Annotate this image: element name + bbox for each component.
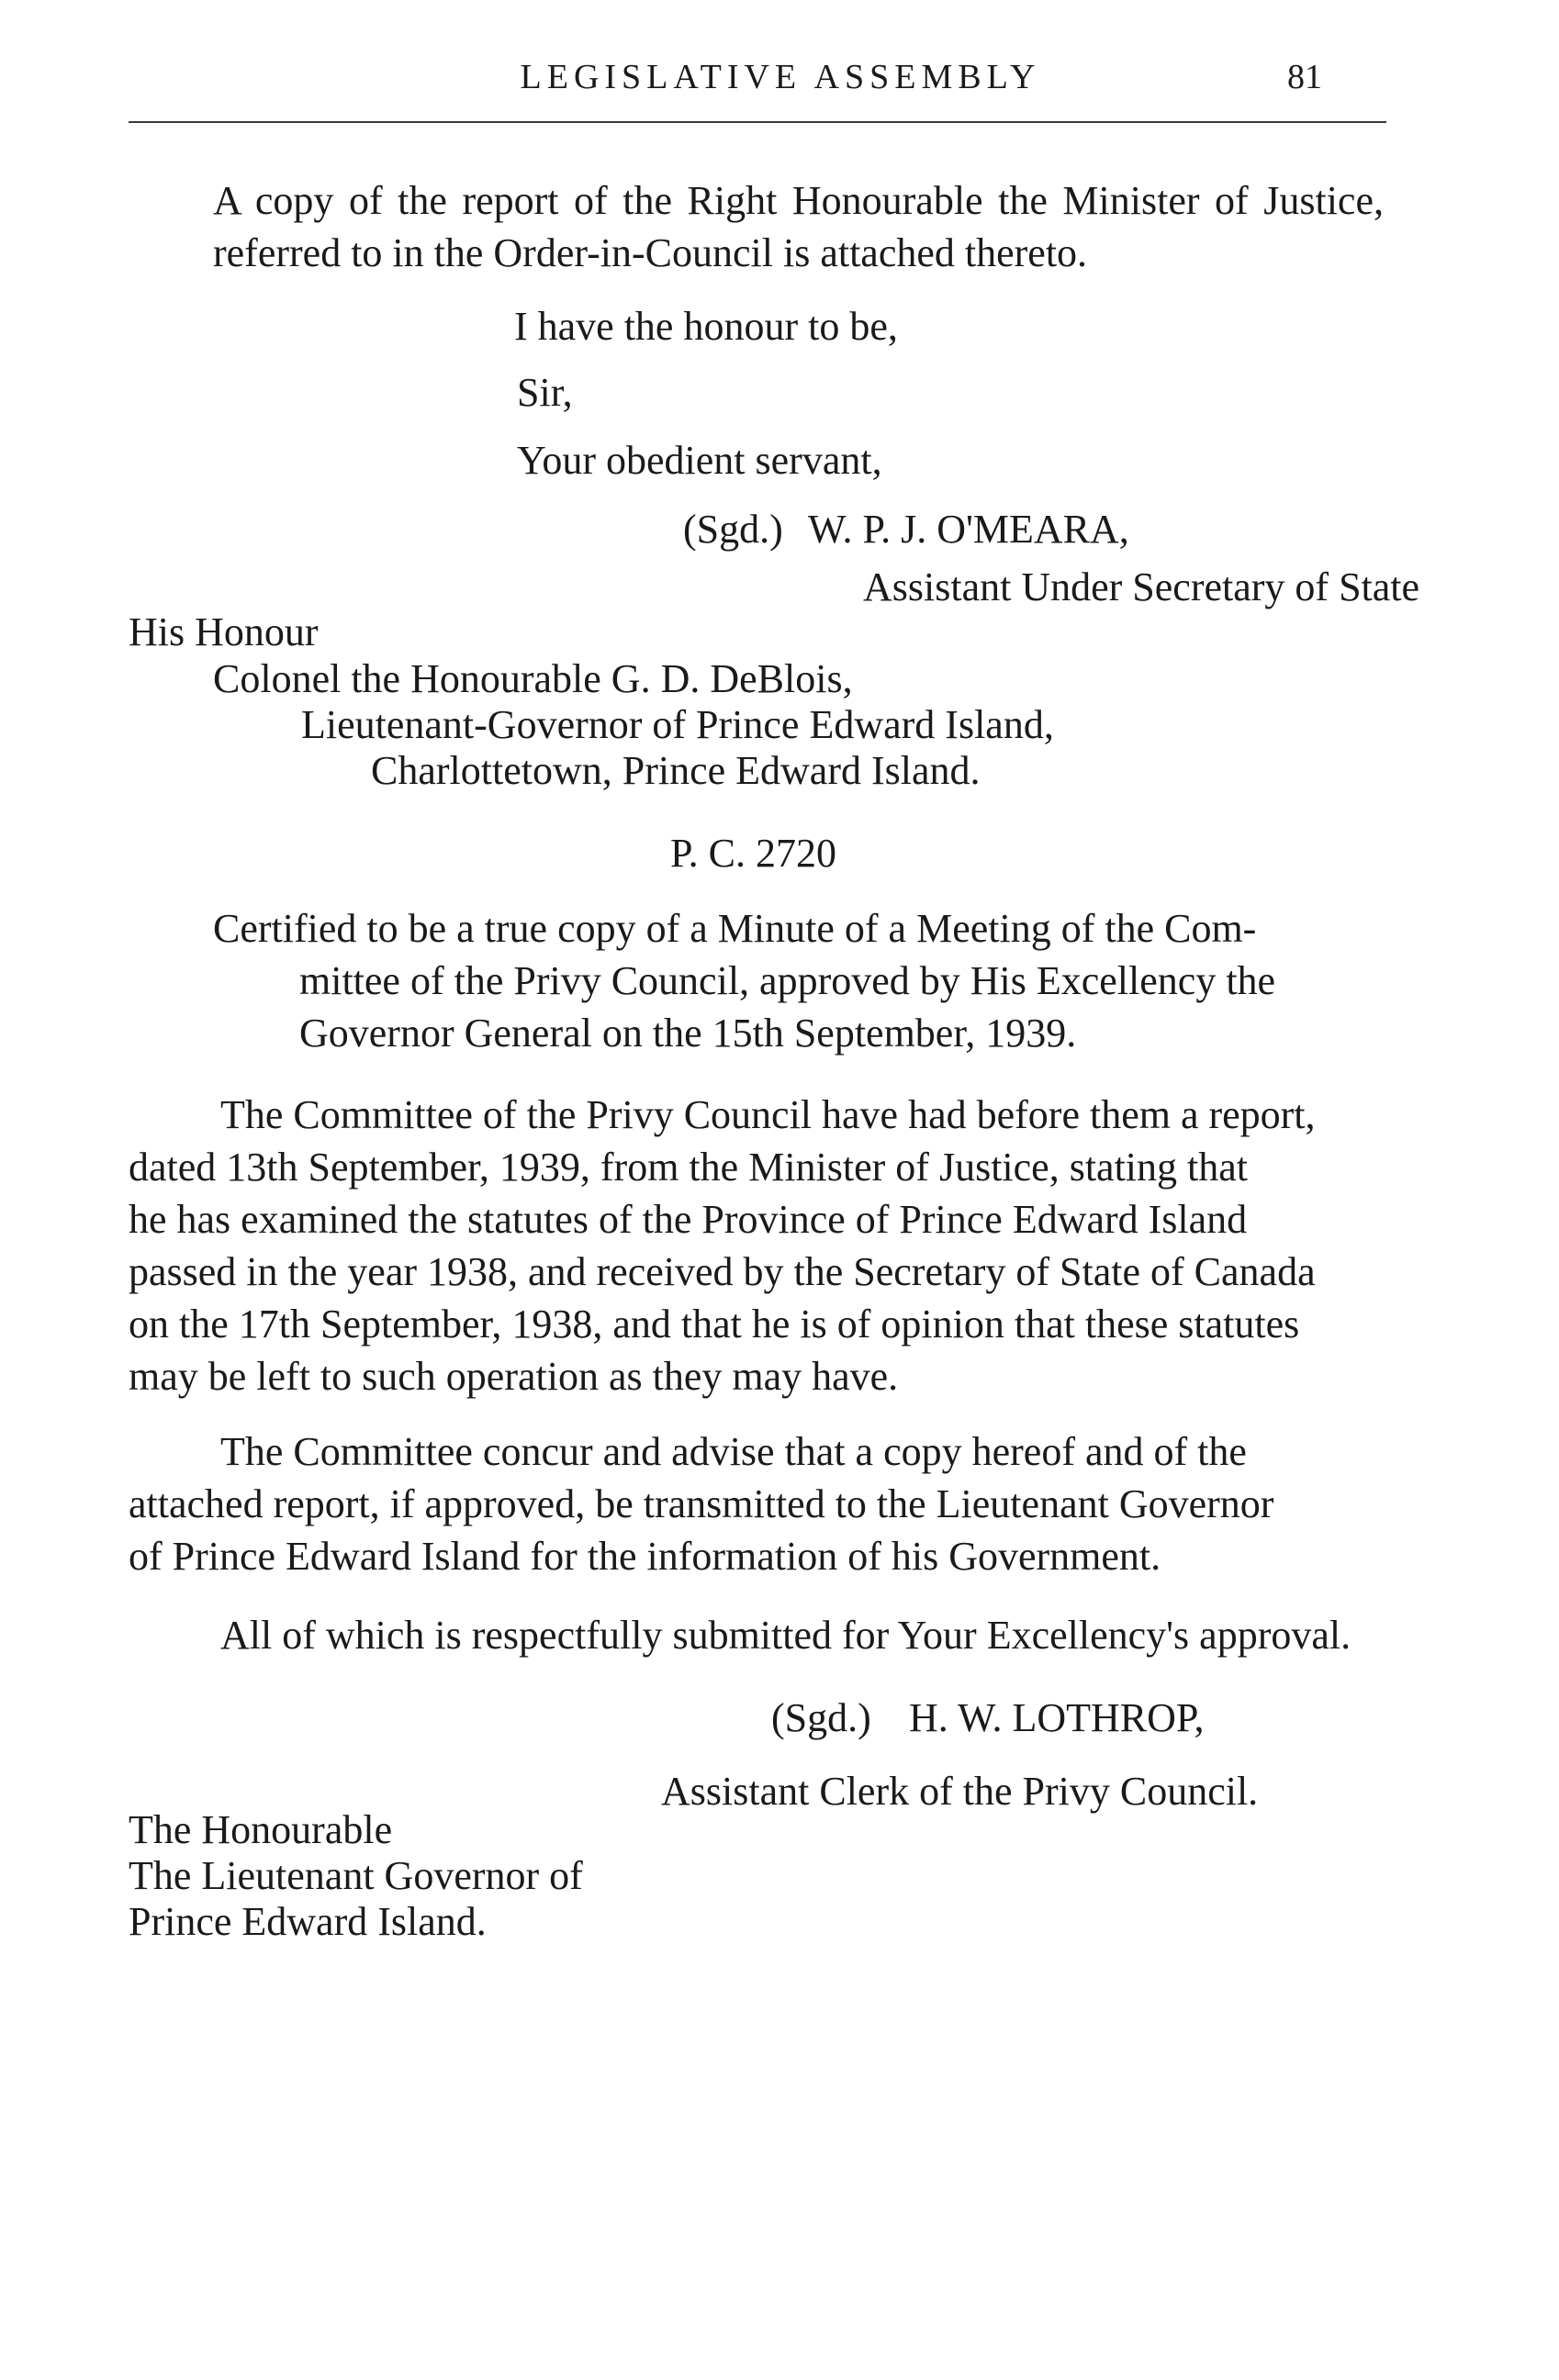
certified-line-1: Certified to be a true copy of a Minute of a Meeting of the Com- bbox=[213, 906, 1257, 951]
addressee-line-3: Lieutenant-Governor of Prince Edward Island, bbox=[301, 702, 1054, 747]
certified-line-2: mittee of the Privy Council, approved by His Excellency the bbox=[299, 958, 1276, 1003]
addressee-line-4: Charlottetown, Prince Edward Island. bbox=[371, 748, 981, 793]
committee-line-3: he has examined the statutes of the Province of Prince Edward Island bbox=[129, 1197, 1248, 1242]
signed-prefix: (Sgd.) bbox=[683, 507, 783, 552]
second-addressee-line-1: The Honourable bbox=[129, 1807, 393, 1852]
committee-line-4: passed in the year 1938, and received by the Secretary of State of Canada bbox=[129, 1249, 1316, 1294]
certified-line-3: Governor General on the 15th September, 1939. bbox=[299, 1011, 1077, 1056]
addressee-line-1: His Honour bbox=[129, 609, 319, 654]
intro-paragraph-text: A copy of the report of the Right Honourable the Minister of Justice, referred to in the Order-in-Council is attached thereto. bbox=[213, 178, 1384, 275]
signatory-name: W. P. J. O'MEARA, bbox=[808, 507, 1129, 552]
intro-paragraph bbox=[213, 174, 1384, 279]
closing-valediction: Your obedient servant, bbox=[517, 438, 882, 483]
committee-line-1: The Committee of the Privy Council have had before them a report, bbox=[220, 1092, 1316, 1137]
order-number: P. C. 2720 bbox=[670, 831, 836, 876]
advise-line-2: attached report, if approved, be transmitted to the Lieutenant Governor bbox=[129, 1481, 1274, 1526]
second-addressee-line-2: The Lieutenant Governor of bbox=[129, 1853, 583, 1898]
signatory-title: Assistant Under Secretary of State bbox=[863, 564, 1420, 609]
closing-honour-line: I have the honour to be, bbox=[514, 304, 898, 349]
second-signatory-title: Assistant Clerk of the Privy Council. bbox=[661, 1769, 1259, 1814]
page-number: 81 bbox=[1287, 58, 1322, 96]
committee-line-6: may be left to such operation as they may have. bbox=[129, 1354, 899, 1399]
running-header-title: LEGISLATIVE ASSEMBLY bbox=[520, 58, 1041, 96]
committee-line-2: dated 13th September, 1939, from the Minister of Justice, stating that bbox=[129, 1145, 1249, 1190]
header-rule bbox=[129, 121, 1386, 123]
second-signed-prefix: (Sgd.) bbox=[771, 1695, 871, 1740]
submission-line: All of which is respectfully submitted for Your Excellency's approval. bbox=[220, 1613, 1352, 1658]
addressee-line-2: Colonel the Honourable G. D. DeBlois, bbox=[213, 656, 853, 701]
closing-salutation: Sir, bbox=[517, 370, 573, 415]
committee-line-5: on the 17th September, 1938, and that he is of opinion that these statutes bbox=[129, 1302, 1300, 1346]
second-addressee-line-3: Prince Edward Island. bbox=[129, 1899, 487, 1944]
second-signatory-name: H. W. LOTHROP, bbox=[909, 1695, 1205, 1740]
advise-line-3: of Prince Edward Island for the information of his Government. bbox=[129, 1534, 1161, 1579]
advise-line-1: The Committee concur and advise that a copy hereof and of the bbox=[220, 1429, 1247, 1474]
